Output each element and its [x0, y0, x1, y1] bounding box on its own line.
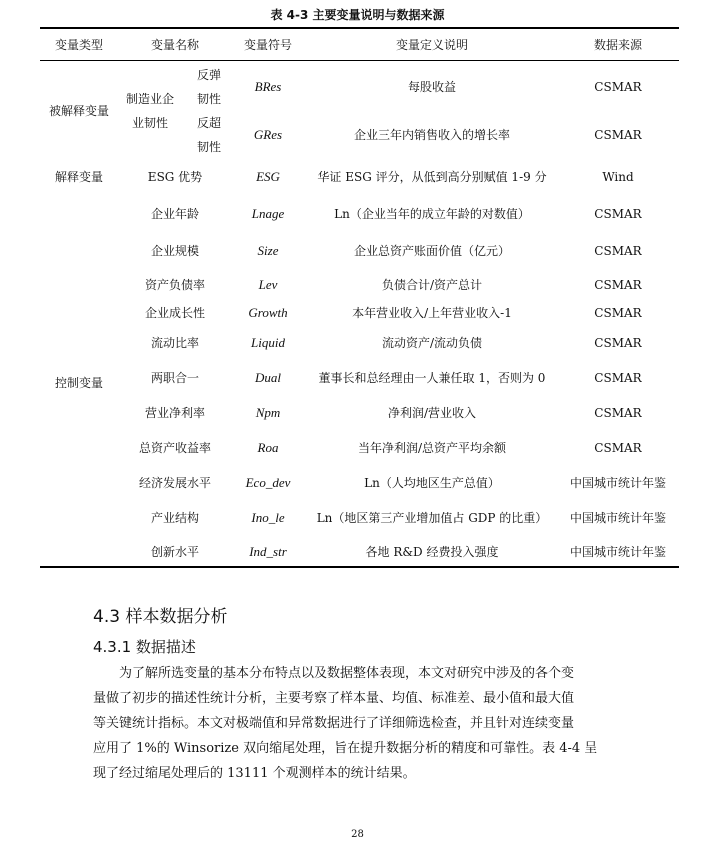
variable-name-resilience-line1: 制造业企 [125, 92, 175, 106]
paragraph-line: 等关键统计指标。本文对极端值和异常数据进行了详细筛选检查，并且针对连续变量 [93, 716, 575, 731]
data-source-cell: CSMAR [594, 371, 642, 385]
variable-definition-cell: 每股收益 [407, 80, 457, 94]
variable-symbol-cell: Npm [255, 405, 281, 420]
variable-symbol-cell: Eco_dev [245, 475, 291, 490]
header-cell: 变量符号 [243, 38, 293, 52]
variable-subname: 韧性 [196, 140, 222, 154]
data-source-cell: CSMAR [594, 80, 642, 94]
variable-name-cell: ESG 优势 [147, 170, 203, 184]
variable-name-cell: 资产负债率 [144, 278, 206, 292]
variable-name-cell: 产业结构 [150, 511, 200, 525]
data-source-cell: CSMAR [594, 306, 642, 320]
paragraph-line: 应用了 1%的 Winsorize 双向缩尾处理，旨在提升数据分析的精度和可靠性。表 4-4 呈 [93, 741, 598, 756]
variable-name-resilience-line2: 业韧性 [131, 116, 169, 130]
page-number: 28 [351, 829, 364, 840]
table-caption: 表 4-3 主要变量说明与数据来源 [270, 8, 445, 22]
variable-symbol-cell: Roa [257, 440, 279, 455]
variable-symbol-cell: Lnage [251, 206, 285, 221]
variable-symbol-cell: ESG [256, 169, 280, 184]
variable-definition-cell: 本年营业收入/上年营业收入-1 [352, 306, 512, 320]
data-source-cell: CSMAR [594, 406, 642, 420]
variable-definition-cell: Ln（人均地区生产总值） [364, 476, 500, 490]
data-source-cell: CSMAR [594, 278, 642, 292]
group-label-explained: 被解释变量 [48, 104, 110, 118]
variable-definition-cell: Ln（地区第三产业增加值占 GDP 的比重） [316, 511, 548, 525]
table-header-rule [40, 60, 679, 61]
variable-definition-cell: 负债合计/资产总计 [381, 278, 483, 292]
variable-name-cell: 流动比率 [150, 336, 200, 350]
variable-name-cell: 总资产收益率 [138, 441, 212, 455]
variable-definition-cell: 企业总资产账面价值（亿元） [353, 244, 511, 258]
variable-symbol-cell: Lev [258, 277, 278, 292]
data-source-cell: 中国城市统计年鉴 [569, 545, 667, 559]
subsection-heading: 4.3.1 数据描述 [93, 638, 196, 656]
variable-symbol-cell: Growth [248, 305, 288, 320]
data-source-cell: 中国城市统计年鉴 [569, 476, 667, 490]
variable-definition-cell: 企业三年内销售收入的增长率 [353, 128, 511, 142]
variable-symbol-cell: Size [257, 243, 279, 258]
table-top-rule [40, 27, 679, 29]
variable-name-cell: 经济发展水平 [138, 476, 212, 490]
variable-symbol-cell: Dual [255, 370, 281, 385]
variable-name-cell: 企业规模 [150, 244, 200, 258]
data-source-cell: CSMAR [594, 441, 642, 455]
paragraph-line: 量做了初步的描述性统计分析，主要考察了样本量、均值、标准差、最小值和最大值 [93, 691, 575, 706]
body-paragraph [93, 661, 633, 786]
data-source-cell: CSMAR [594, 336, 642, 350]
variable-definition-cell: 净利润/营业收入 [387, 406, 477, 420]
header-cell: 变量类型 [54, 38, 104, 52]
variable-symbol-cell: Ino_le [251, 510, 285, 525]
group-label-explanatory: 解释变量 [54, 170, 104, 184]
variable-subname: 韧性 [196, 92, 222, 106]
variable-definition-cell: 当年净利润/总资产平均余额 [357, 441, 507, 455]
variable-symbol-cell: Ind_str [249, 544, 287, 559]
variable-name-cell: 企业年龄 [150, 207, 200, 221]
variable-definition-cell: 董事长和总经理由一人兼任取 1，否则为 0 [318, 371, 546, 385]
table-bottom-rule [40, 566, 679, 568]
variable-name-cell: 企业成长性 [144, 306, 206, 320]
group-label-control: 控制变量 [54, 376, 104, 390]
variable-definition-cell: 各地 R&D 经费投入强度 [365, 545, 499, 559]
paragraph-line: 为了解所选变量的基本分布特点以及数据整体表现，本文对研究中涉及的各个变 [119, 666, 575, 681]
data-source-cell: 中国城市统计年鉴 [569, 511, 667, 525]
paragraph-line: 现了经过缩尾处理后的 13111 个观测样本的统计结果。 [93, 766, 416, 781]
variable-name-cell: 营业净利率 [144, 406, 206, 420]
variable-name-cell: 创新水平 [150, 545, 200, 559]
variable-symbol-cell: BRes [254, 79, 282, 94]
variable-subname: 反超 [196, 116, 222, 130]
header-cell: 数据来源 [593, 38, 643, 52]
data-source-cell: CSMAR [594, 128, 642, 142]
variable-definition-cell: 华证 ESG 评分，从低到高分别赋值 1-9 分 [317, 170, 547, 184]
variable-name-cell: 两职合一 [150, 371, 200, 385]
data-source-cell: CSMAR [594, 244, 642, 258]
variable-symbol-cell: Liquid [251, 335, 285, 350]
variable-definition-cell: Ln（企业当年的成立年龄的对数值） [334, 207, 530, 221]
header-cell: 变量定义说明 [395, 38, 469, 52]
data-source-cell: CSMAR [594, 207, 642, 221]
data-source-cell: Wind [602, 170, 634, 184]
variable-subname: 反弹 [196, 68, 222, 82]
variable-symbol-cell: GRes [253, 127, 283, 142]
variable-definition-cell: 流动资产/流动负债 [381, 336, 483, 350]
section-heading: 4.3 样本数据分析 [93, 607, 228, 627]
header-cell: 变量名称 [150, 38, 200, 52]
